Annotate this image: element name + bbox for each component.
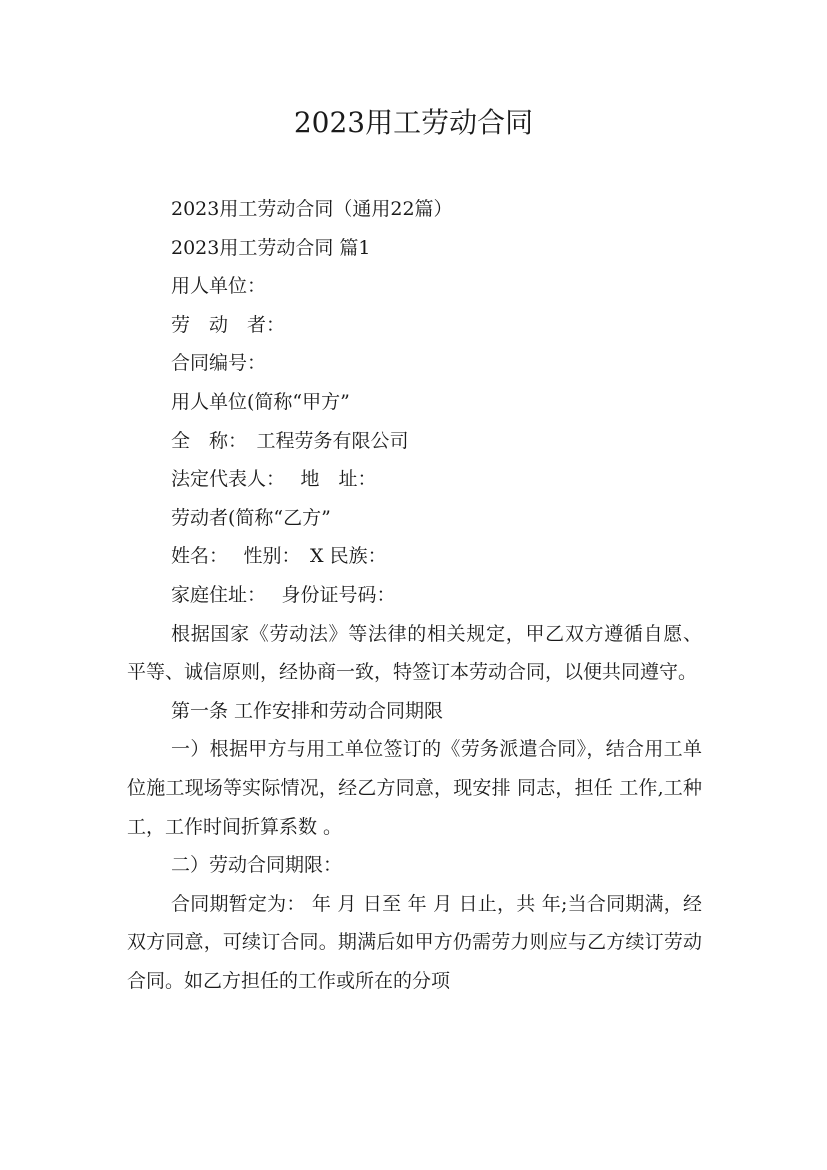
field-full-name: 全 称： 工程劳务有限公司 bbox=[171, 429, 409, 452]
party-a-heading: 用人单位(简称“甲方” bbox=[171, 390, 350, 413]
doc-line-part-heading: 2023用工劳动合同 篇1 bbox=[171, 236, 371, 259]
field-address-id: 家庭住址： 身份证号码： bbox=[171, 583, 396, 606]
article-1-heading: 第一条 工作安排和劳动合同期限 bbox=[171, 699, 444, 722]
doc-line-subtitle: 2023用工劳动合同（通用22篇） bbox=[171, 198, 453, 220]
field-legal-rep-address: 法定代表人： 地 址： bbox=[171, 468, 377, 491]
field-worker: 劳 动 者： bbox=[171, 313, 286, 336]
paragraph-work-arrangement: 一）根据甲方与用工单位签订的《劳务派遣合同》，结合用工单位施工现场等实际情况，经乙方同意，现安排 同志，担任 工作,工种 工，工作时间折算系数 。 bbox=[127, 738, 702, 838]
document-title: 2023用工劳动合同 bbox=[293, 106, 534, 139]
field-employer: 用人单位： bbox=[171, 275, 267, 298]
sub-heading-contract-term: 二）劳动合同期限： bbox=[171, 854, 343, 877]
document-body bbox=[127, 190, 702, 1000]
party-b-heading: 劳动者(简称“乙方” bbox=[171, 506, 331, 529]
field-contract-number: 合同编号： bbox=[171, 352, 267, 375]
paragraph-preamble: 根据国家《劳动法》等法律的相关规定，甲乙双方遵循自愿、平等、诚信原则，经协商一致，特签订本劳动合同，以便共同遵守。 bbox=[127, 622, 702, 684]
field-name-gender-ethnicity: 姓名： 性别： X 民族： bbox=[171, 545, 387, 568]
paragraph-contract-term: 合同期暂定为： 年 月 日至 年 月 日止，共 年;当合同期满，经双方同意，可续订合同。期满后如甲方仍需劳力则应与乙方续订劳动合同。如乙方担任的工作或所在的分项 bbox=[127, 892, 702, 992]
